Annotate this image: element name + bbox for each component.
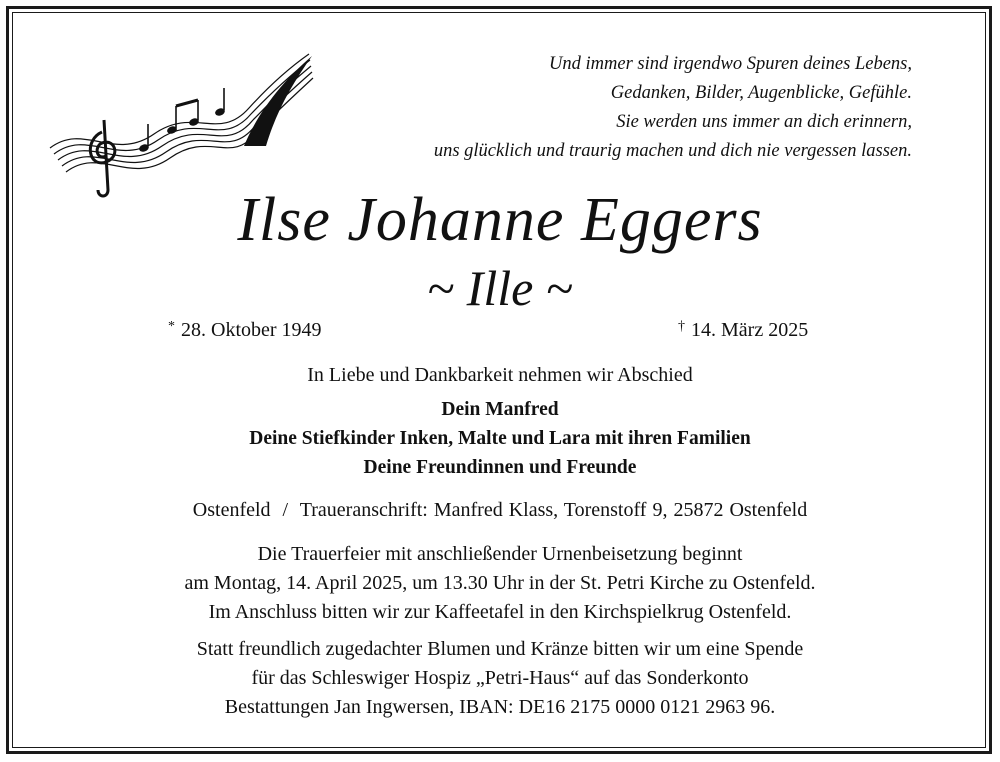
poem-line: Gedanken, Bilder, Augenblicke, Gefühle. — [610, 83, 912, 103]
farewell-text: In Liebe und Dankbarkeit nehmen wir Abschied — [307, 364, 693, 386]
ceremony-line: Im Anschluss bitten wir zur Kaffeetafel in den Kirchspielkrug Ostenfeld. — [208, 601, 792, 623]
donation-line: Statt freundlich zugedachter Blumen und Kränze bitten wir um eine Spende — [196, 638, 804, 660]
poem-line: Und immer sind irgendwo Spuren deines Lebens, — [549, 54, 912, 74]
mourning-address: Ostenfeld / Traueranschrift: Manfred Klass, Torenstoff 9, 25872 Ostenfeld — [192, 499, 808, 521]
poem-line: Sie werden uns immer an dich erinnern, — [616, 112, 912, 132]
death-symbol: † — [678, 319, 685, 334]
music-staff-ribbon-icon — [44, 50, 314, 200]
mourner-line: Dein Manfred — [441, 399, 559, 420]
memorial-poem — [292, 50, 912, 166]
ceremony-line: Die Trauerfeier mit anschließender Urnenbeisetzung beginnt — [257, 543, 743, 565]
mourner-line: Deine Stiefkinder Inken, Malte und Lara mit ihren Familien — [249, 428, 751, 449]
death-date — [678, 313, 808, 344]
donation-line: für das Schleswiger Hospiz „Petri-Haus“ auf das Sonderkonto — [251, 667, 749, 689]
donation-info — [0, 635, 1000, 722]
deceased-nickname: ~ Ille ~ — [427, 260, 573, 316]
ceremony-info — [0, 540, 1000, 627]
death-date-text: 14. März 2025 — [691, 319, 809, 341]
birth-date-text: 28. Oktober 1949 — [181, 319, 322, 341]
mourners-list — [0, 395, 1000, 482]
donation-line: Bestattungen Jan Ingwersen, IBAN: DE16 2175 0000 0121 2963 96. — [224, 696, 776, 718]
ceremony-line: am Montag, 14. April 2025, um 13.30 Uhr in der St. Petri Kirche zu Ostenfeld. — [184, 572, 816, 594]
birth-symbol: * — [168, 319, 175, 334]
deceased-name: Ilse Johanne Eggers — [237, 186, 763, 254]
mourner-line: Deine Freundinnen und Freunde — [363, 457, 637, 478]
birth-date — [168, 313, 322, 344]
poem-line: uns glücklich und traurig machen und dich nie vergessen lassen. — [433, 141, 912, 161]
